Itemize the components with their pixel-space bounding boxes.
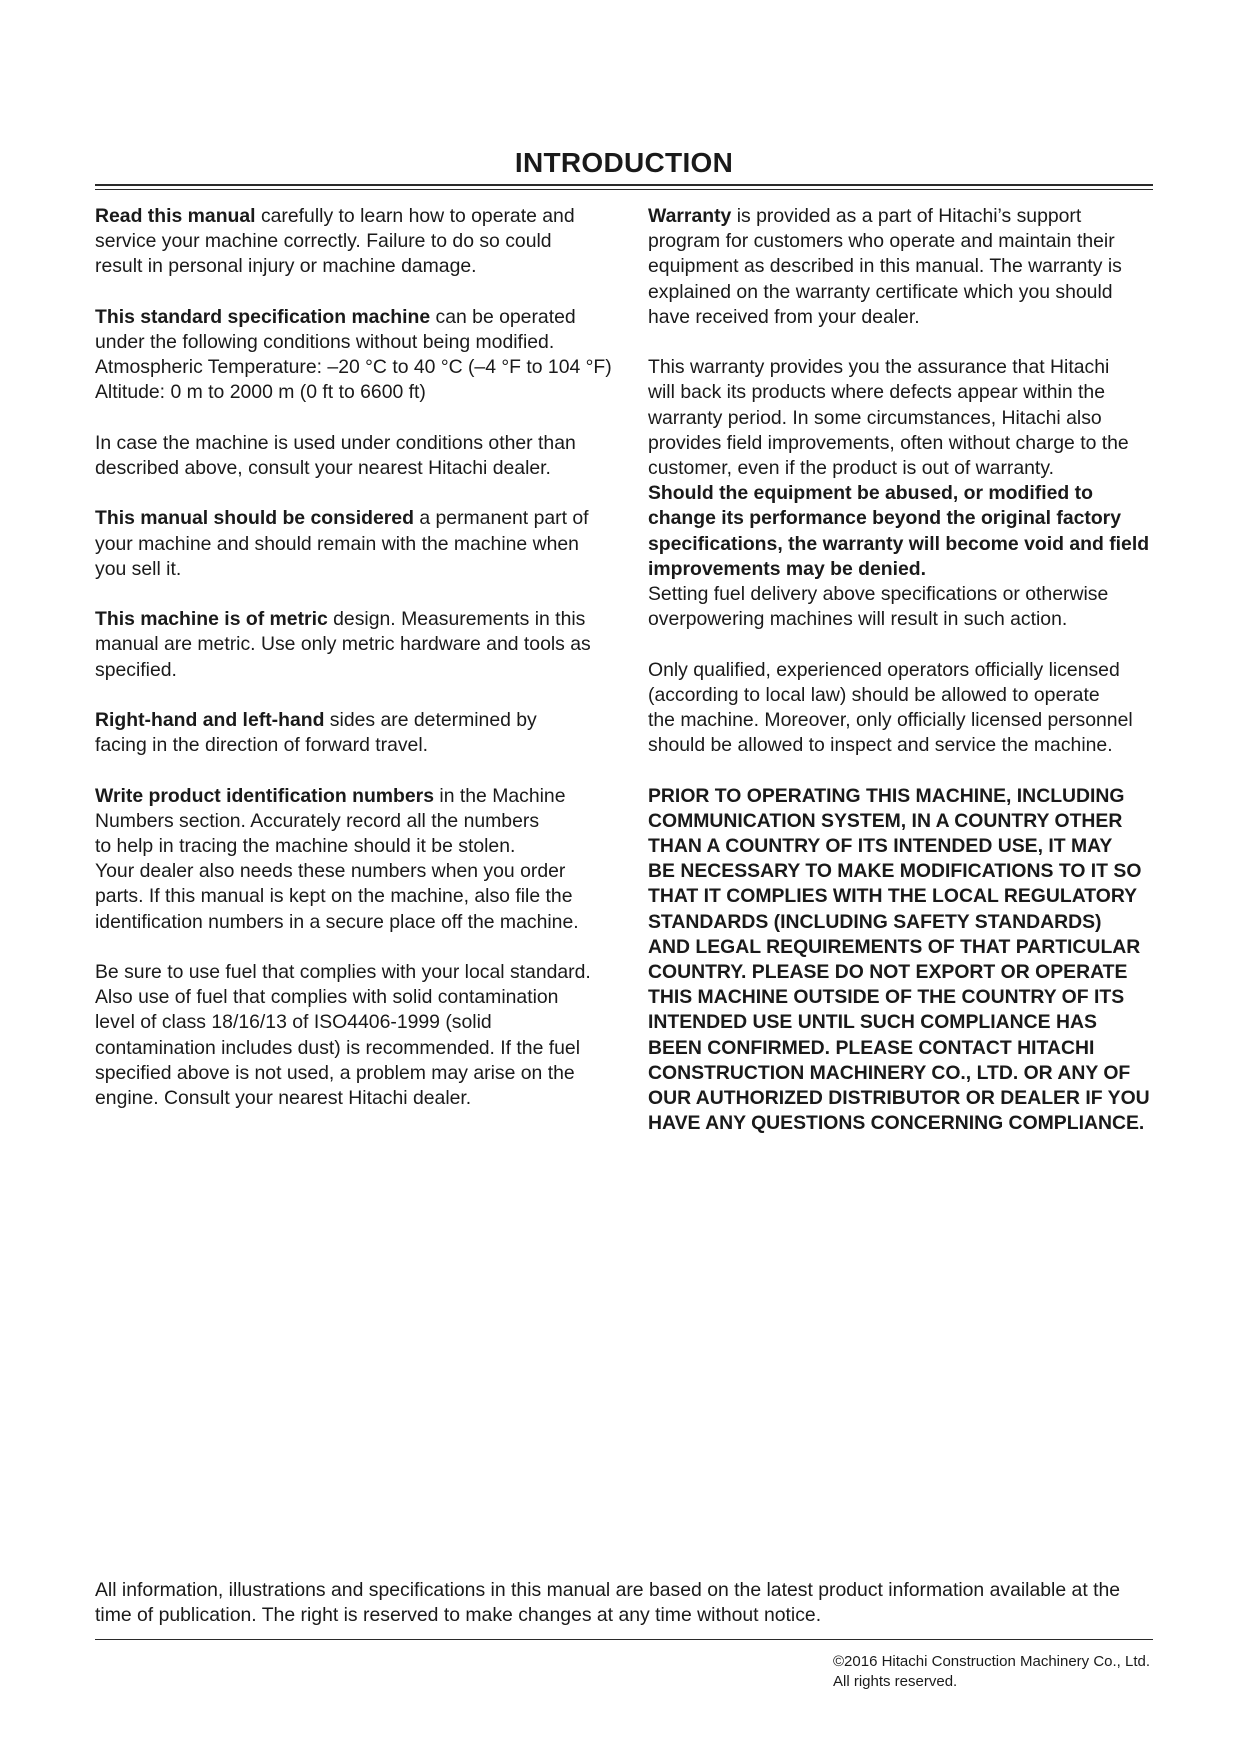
text-line: to help in tracing the machine should it be stolen. [95, 834, 516, 857]
text-line: overpowering machines will result in such action. [648, 608, 1068, 631]
text-line: (according to local law) should be allowed to operate [648, 683, 1100, 706]
warning-bold-line: Should the equipment be abused, or modified to [648, 482, 1093, 505]
notice-line: COMMUNICATION SYSTEM, IN A COUNTRY OTHER [648, 809, 1123, 832]
left-column [95, 204, 612, 1111]
text-line: level of class 18/16/13 of ISO4406-1999 (solid [95, 1011, 492, 1034]
lead-bold: Write product identification numbers [95, 784, 434, 807]
text-line: the machine. Moreover, only officially licensed personnel [648, 709, 1133, 732]
text-line: All information, illustrations and specifications in this manual are based on the latest product information available at the [95, 1579, 1121, 1601]
page-title: INTRODUCTION [514, 147, 734, 178]
lead-bold: This standard specification machine [95, 305, 431, 328]
notice-line: CONSTRUCTION MACHINERY CO., LTD. OR ANY OF [648, 1061, 1131, 1084]
text-line: your machine and should remain with the machine when [95, 532, 579, 555]
notice-line: PRIOR TO OPERATING THIS MACHINE, INCLUDING [648, 784, 1125, 807]
notice-line: STANDARDS (INCLUDING SAFETY STANDARDS) [648, 910, 1102, 933]
text: can be operated [430, 305, 576, 328]
text-line: have received from your dealer. [648, 305, 920, 328]
right-column [648, 204, 1153, 1136]
identification-numbers-paragraph [95, 784, 607, 935]
text-line: manual are metric. Use only metric hardware and tools as [95, 633, 591, 656]
lead-bold: Right-hand and left-hand [95, 708, 325, 731]
text-line: will back its products where defects appear within the [648, 381, 1105, 404]
lead-bold: Read this manual [95, 205, 256, 227]
text-line: Be sure to use fuel that complies with your local standard. [95, 960, 591, 983]
text-line: warranty period. In some circumstances, Hitachi also [648, 406, 1102, 429]
text-line: Numbers section. Accurately record all the numbers [95, 809, 540, 832]
lead-bold: This manual should be considered [95, 507, 414, 530]
warning-bold-line: specifications, the warranty will become void and field [648, 532, 1150, 555]
qualified-operators-paragraph [648, 658, 1153, 759]
text-line: identification numbers in a secure place off the machine. [95, 910, 579, 933]
text: a permanent part of [413, 507, 589, 530]
text-line: should be allowed to inspect and service the machine. [648, 734, 1113, 757]
text-line: provides field improvements, often without charge to the [648, 431, 1129, 454]
text-line: facing in the direction of forward travel. [95, 734, 429, 757]
lead-bold: This machine is of metric [95, 608, 328, 631]
notice-line: BEEN CONFIRMED. PLEASE CONTACT HITACHI [648, 1036, 1095, 1059]
text-line: equipment as described in this manual. The warranty is [648, 255, 1122, 278]
text: in the Machine [434, 784, 566, 807]
text-line: engine. Consult your nearest Hitachi dealer. [95, 1087, 472, 1109]
right-left-hand-paragraph [95, 708, 607, 758]
text: sides are determined by [324, 708, 537, 731]
notice-line: INTENDED USE UNTIL SUCH COMPLIANCE HAS [648, 1011, 1097, 1034]
text-line: result in personal injury or machine damage. [95, 255, 477, 278]
title-rule-thin [95, 189, 1153, 190]
text-line: service your machine correctly. Failure to do so could [95, 230, 552, 253]
metric-design-paragraph [95, 607, 607, 683]
other-conditions-paragraph [95, 431, 607, 481]
text: design. Measurements in this [327, 608, 586, 631]
text-line: parts. If this manual is kept on the machine, also file the [95, 885, 573, 908]
text-line: specified. [95, 658, 177, 681]
notice-line: THAT IT COMPLIES WITH THE LOCAL REGULATORY [648, 885, 1138, 908]
notice-line: AND LEGAL REQUIREMENTS OF THAT PARTICULAR [648, 935, 1141, 958]
text-line: described above, consult your nearest Hitachi dealer. [95, 457, 551, 479]
text-line: Atmospheric Temperature: –20 °C to 40 °C (–4 °F to 104 °F) [95, 356, 612, 379]
text-line: explained on the warranty certificate which you should [648, 280, 1113, 303]
notice-line: HAVE ANY QUESTIONS CONCERNING COMPLIANCE. [648, 1112, 1145, 1135]
text-line: specified above is not used, a problem may arise on the [95, 1061, 575, 1084]
text-line: you sell it. [95, 557, 182, 580]
text-line: program for customers who operate and maintain their [648, 230, 1115, 253]
warning-bold-line: change its performance beyond the original factory [648, 507, 1122, 530]
rights-line: All rights reserved. [833, 1673, 958, 1690]
copyright-notice [833, 1652, 1153, 1692]
warranty-assurance-paragraph [648, 355, 1153, 632]
text-line: under the following conditions without being modified. [95, 331, 555, 353]
text-line: Only qualified, experienced operators officially licensed [648, 658, 1120, 681]
read-manual-paragraph [95, 204, 607, 280]
warning-bold-line: improvements may be denied. [648, 557, 927, 580]
text: carefully to learn how to operate and [255, 205, 575, 227]
notice-line: BE NECESSARY TO MAKE MODIFICATIONS TO IT SO [648, 860, 1142, 883]
footer-rule [95, 1639, 1153, 1640]
text: is provided as a part of Hitachi’s support [731, 205, 1082, 227]
notice-line: COUNTRY. PLEASE DO NOT EXPORT OR OPERATE [648, 961, 1128, 984]
text-line: contamination includes dust) is recommended. If the fuel [95, 1036, 581, 1059]
text-line: customer, even if the product is out of warranty. [648, 457, 1054, 480]
lead-bold: Warranty [648, 205, 732, 227]
notice-line: THIS MACHINE OUTSIDE OF THE COUNTRY OF ITS [648, 986, 1125, 1009]
copyright-line: ©2016 Hitachi Construction Machinery Co., Ltd. [833, 1653, 1151, 1670]
warranty-paragraph [648, 204, 1153, 330]
permanent-part-paragraph [95, 506, 607, 582]
text-line: Setting fuel delivery above specifications or otherwise [648, 583, 1109, 606]
text-line: Also use of fuel that complies with solid contamination [95, 986, 559, 1009]
standard-spec-paragraph [95, 305, 612, 406]
fuel-paragraph [95, 960, 607, 1111]
notice-line: OUR AUTHORIZED DISTRIBUTOR OR DEALER IF YOU [648, 1087, 1150, 1110]
compliance-notice [648, 784, 1153, 1137]
text-line: Your dealer also needs these numbers when you order [95, 860, 566, 883]
manual-page [95, 0, 1153, 1754]
notice-line: THAN A COUNTRY OF ITS INTENDED USE, IT MAY [648, 835, 1113, 858]
text-line: In case the machine is used under conditions other than [95, 431, 576, 454]
text-line: time of publication. The right is reserved to make changes at any time without notice. [95, 1604, 822, 1627]
disclaimer-note [95, 1578, 1153, 1628]
text-line: Altitude: 0 m to 2000 m (0 ft to 6600 ft) [95, 381, 426, 404]
title-rule-thick [95, 184, 1153, 186]
text-line: This warranty provides you the assurance that Hitachi [648, 356, 1110, 379]
